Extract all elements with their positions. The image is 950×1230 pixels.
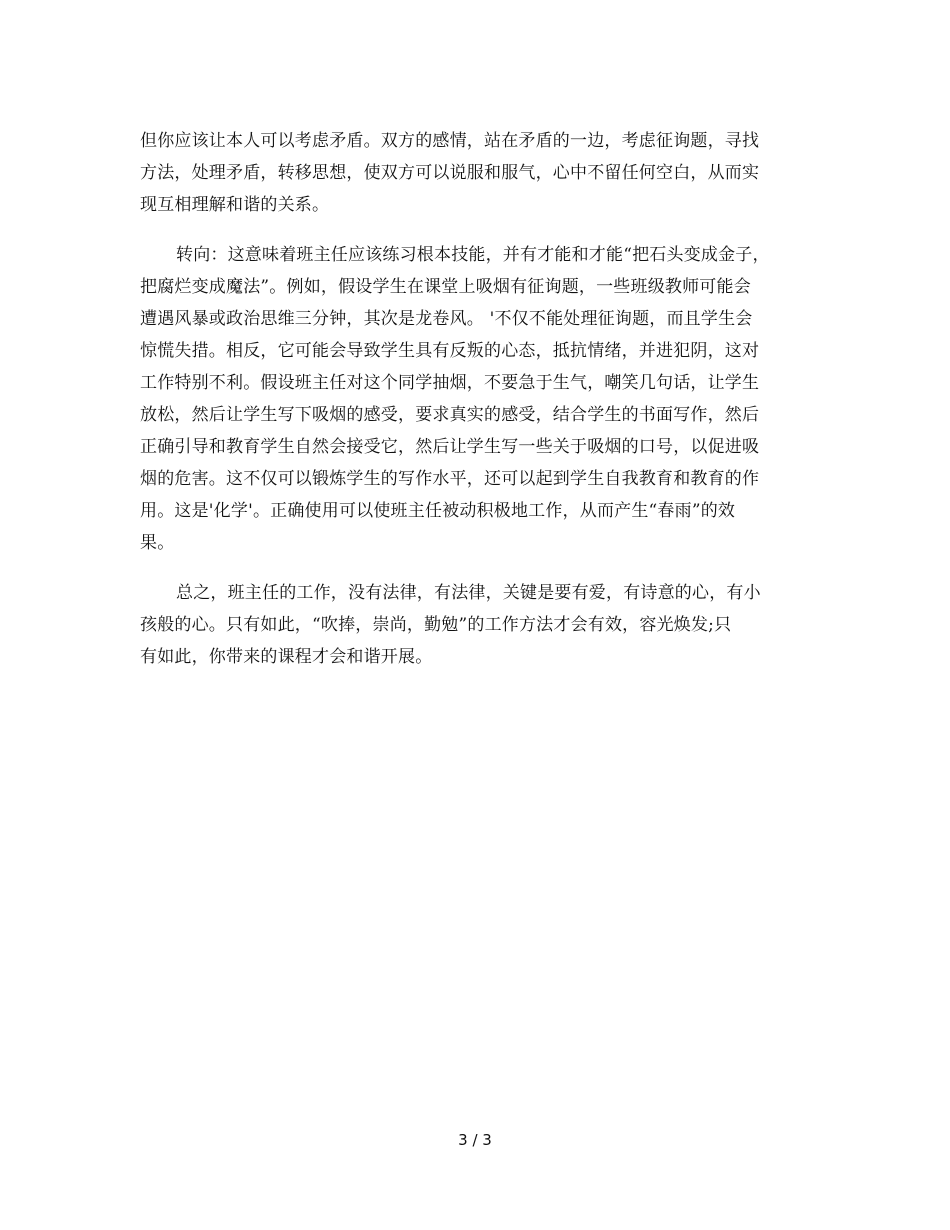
- text-line: 正确引导和教育学生自然会接受它，然后让学生写一些关于吸烟的口号，以促进吸: [140, 437, 760, 457]
- paragraph-3: [140, 577, 820, 673]
- paragraph-1: [140, 125, 820, 221]
- text-line: 用。这是'化学'。正确使用可以使班主任被动积极地工作，从而产生“春雨”的效: [140, 501, 736, 521]
- text-line: 有如此，你带来的课程才会和谐开展。: [140, 647, 433, 667]
- document-body: [140, 125, 820, 691]
- text-line: 转向：这意味着班主任应该练习根本技能，并有才能和才能“把石头变成金子，: [176, 245, 770, 265]
- text-line: 但你应该让本人可以考虑矛盾。双方的感情，站在矛盾的一边，考虑征询题，寻找: [140, 131, 760, 151]
- paragraph-2: [140, 239, 820, 559]
- text-line: 方法，处理矛盾，转移思想，使双方可以说服和服气，心中不留任何空白，从而实: [140, 163, 760, 183]
- text-line: 把腐烂变成魔法”。例如，假设学生在课堂上吸烟有征询题，一些班级教师可能会: [140, 277, 751, 297]
- text-line: 烟的危害。这不仅可以锻炼学生的写作水平，还可以起到学生自我教育和教育的作: [140, 469, 760, 489]
- text-line: 遭遇风暴或政治思维三分钟，其次是龙卷风。 '不仅不能处理征询题，而且学生会: [140, 309, 753, 329]
- text-line: 果。: [140, 533, 175, 553]
- text-line: 惊慌失措。相反，它可能会导致学生具有反叛的心态，抵抗情绪，并进犯阴，这对: [140, 341, 760, 361]
- text-line: 现互相理解和谐的关系。: [140, 195, 330, 215]
- text-line: 工作特别不利。假设班主任对这个同学抽烟，不要急于生气，嘲笑几句话，让学生: [140, 373, 760, 393]
- text-line: 总之，班主任的工作，没有法律，有法律，关键是要有爱，有诗意的心，有小: [176, 583, 761, 603]
- page-number: 3 / 3: [458, 1131, 492, 1149]
- text-line: 孩般的心。只有如此，“吹捧，崇尚，勤勉”的工作方法才会有效，容光焕发;只: [140, 615, 732, 635]
- text-line: 放松，然后让学生写下吸烟的感受，要求真实的感受，结合学生的书面写作，然后: [140, 405, 760, 425]
